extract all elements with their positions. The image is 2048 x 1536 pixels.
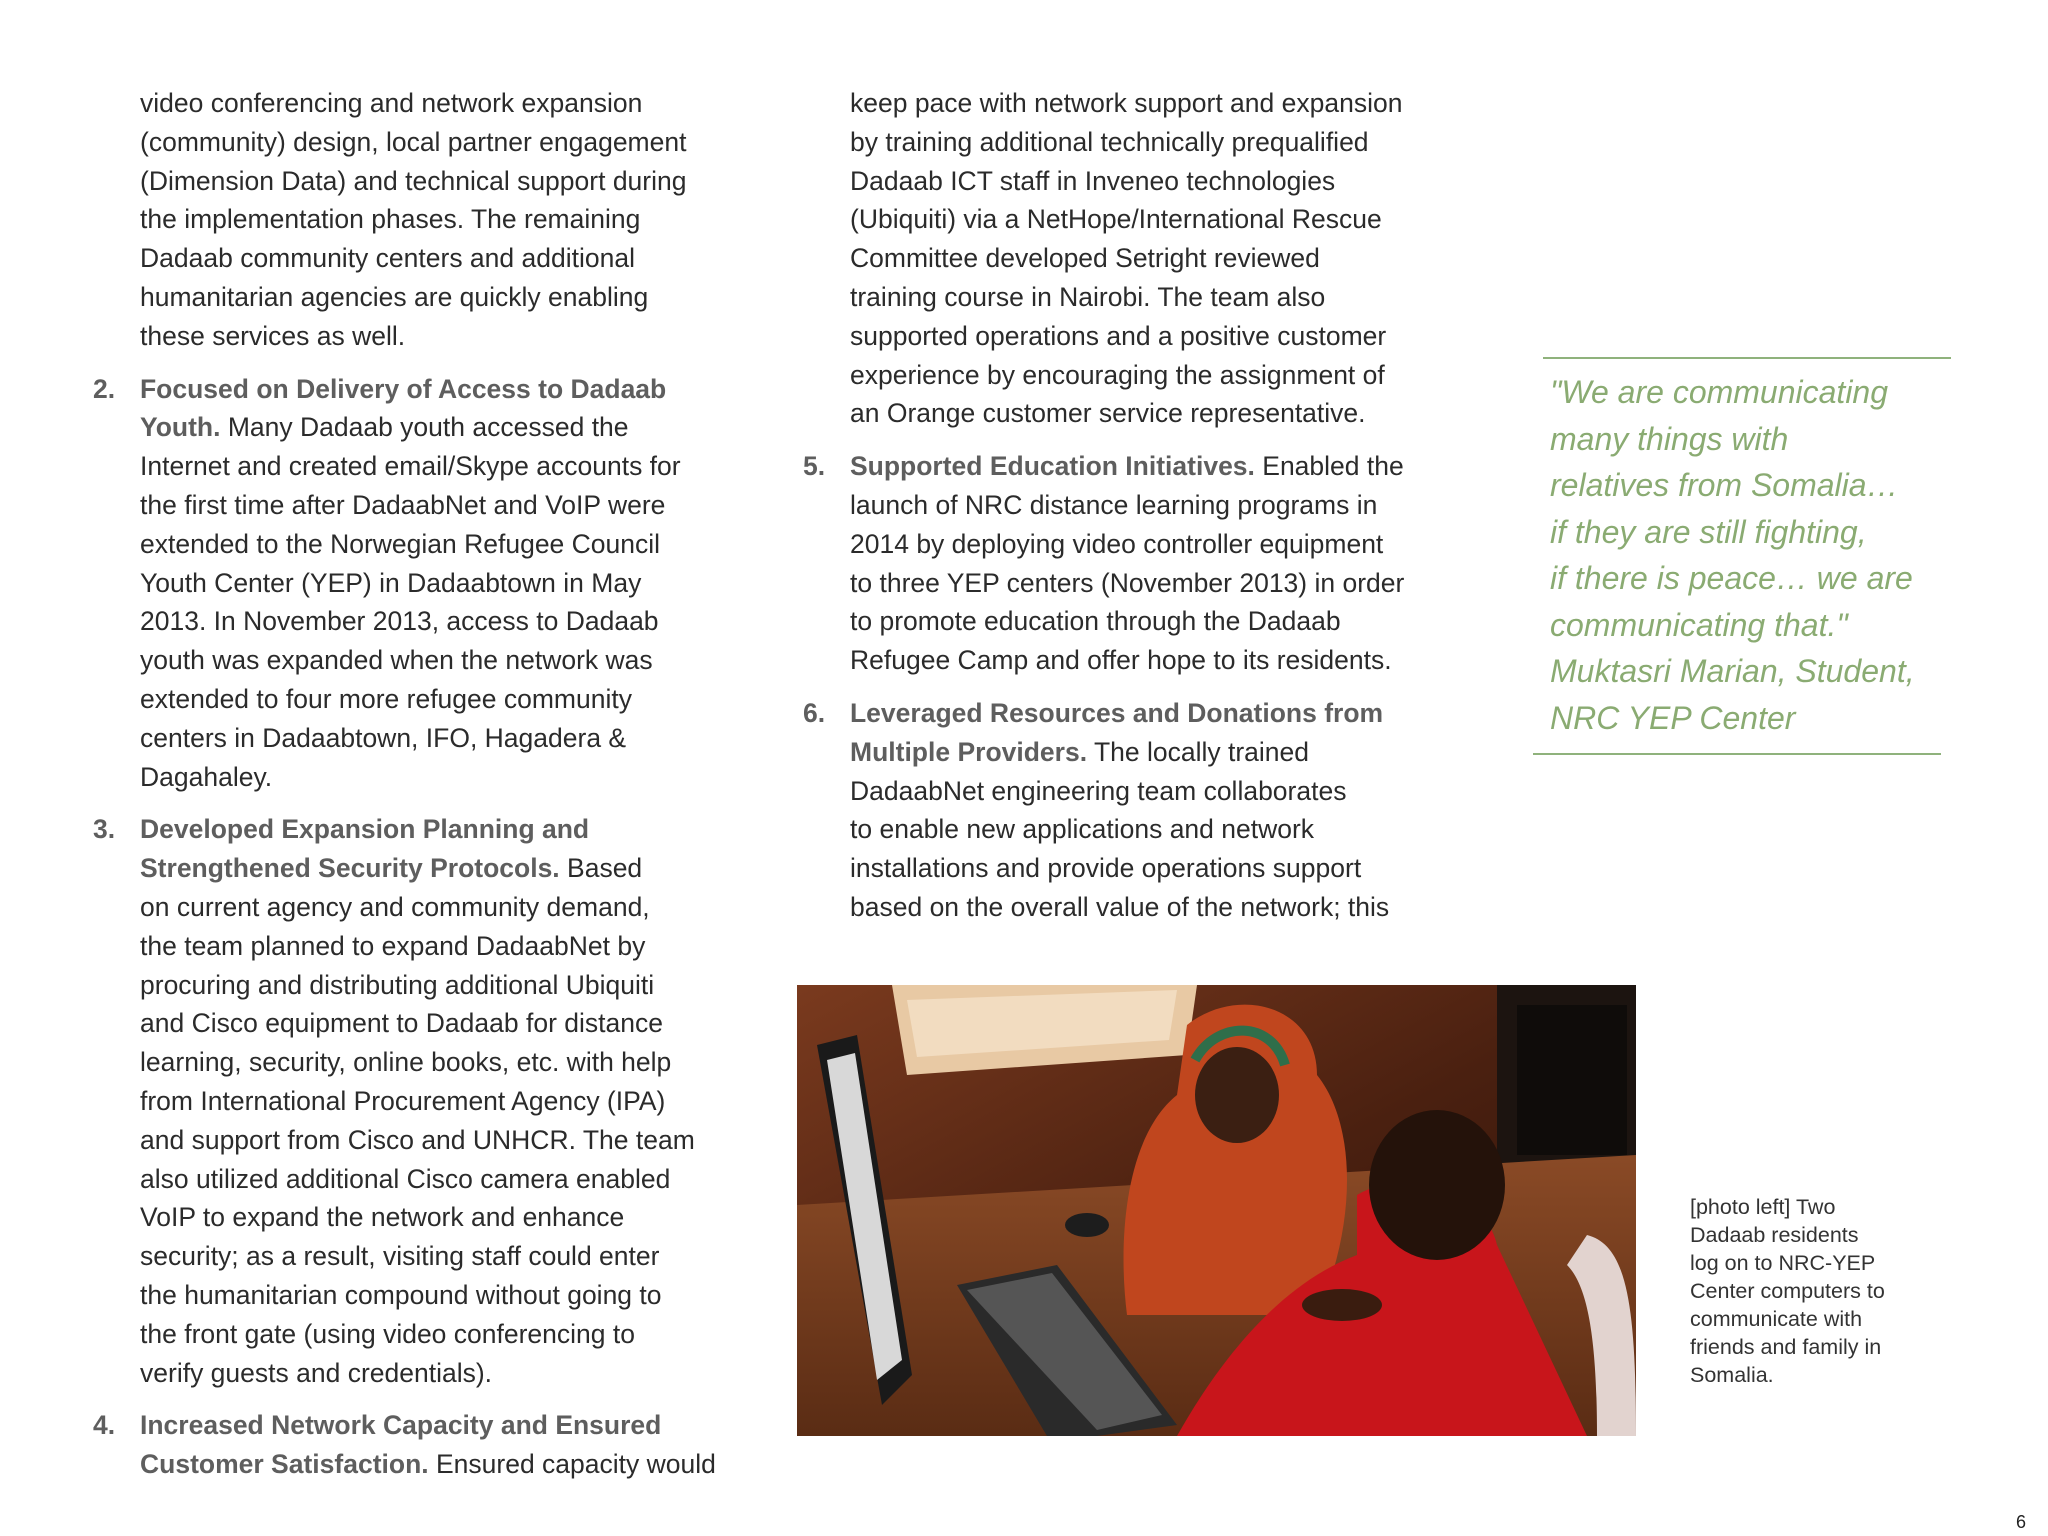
text-line: security; as a result, visiting staff could enter (140, 1241, 660, 1272)
list-number: 2. (93, 373, 116, 404)
text-line: and support from Cisco and UNHCR. The team (140, 1124, 695, 1155)
text-line: Internet and created email/Skype accounts for (140, 451, 681, 482)
text-line: (Ubiquiti) via a NetHope/International Rescue (850, 204, 1382, 235)
text-line: launch of NRC distance learning programs in (850, 489, 1378, 520)
text-line: 2013. In November 2013, access to Dadaab (140, 606, 659, 637)
text-line: (Dimension Data) and technical support during (140, 165, 687, 196)
text-line: keep pace with network support and expansion (850, 88, 1403, 118)
left-intro-paragraph (93, 84, 763, 356)
caption-line: communicate with (1690, 1307, 1863, 1331)
list-number: 3. (93, 814, 116, 845)
caption-line: Dadaab residents (1690, 1223, 1859, 1247)
text-line: extended to the Norwegian Refugee Council (140, 528, 661, 559)
middle-text-column (803, 84, 1473, 941)
text-line: youth was expanded when the network was (140, 645, 653, 676)
quote-line: relatives from Somalia… (1550, 467, 1899, 503)
item-heading: Youth. (140, 412, 221, 443)
text-line: the implementation phases. The remaining (140, 204, 641, 235)
text-line (850, 733, 1473, 772)
item-heading: Strengthened Security Protocols. (140, 853, 560, 884)
text-line: learning, security, online books, etc. with help (140, 1047, 672, 1078)
text-line: Dagahaley. (140, 761, 273, 792)
quote-line: "We are communicating (1550, 374, 1889, 410)
quote-attribution: NRC YEP Center (1550, 699, 1796, 736)
text-line: verify guests and credentials). (140, 1357, 493, 1388)
text-line: VoIP to expand the network and enhance (140, 1202, 625, 1233)
text-line: Dadaab ICT staff in Inveneo technologies (850, 165, 1336, 196)
text-line (850, 447, 1473, 486)
text-line: and Cisco equipment to Dadaab for distance (140, 1008, 663, 1039)
text-line: from International Procurement Agency (IPA) (140, 1085, 666, 1116)
text-line: (community) design, local partner engagement (140, 126, 687, 157)
quote-text (1550, 369, 1950, 741)
quote-line: many things with (1550, 420, 1789, 457)
list-item-3 (93, 810, 763, 1392)
text-line: centers in Dadaabtown, IFO, Hagadera & (140, 722, 627, 753)
caption-line: log on to NRC-YEP (1690, 1251, 1876, 1275)
text-line: video conferencing and network expansion (140, 88, 643, 118)
text-line: based on the overall value of the network; this (850, 891, 1390, 922)
list-number: 6. (803, 697, 826, 728)
item-body-start: Enabled the (1254, 451, 1404, 482)
text-line: Refugee Camp and offer hope to its residents. (850, 645, 1392, 676)
item-heading: Supported Education Initiatives. (850, 451, 1255, 482)
text-line: these services as well. (140, 320, 406, 351)
item-body-start: Ensured capacity would (428, 1449, 716, 1480)
text-line: experience by encouraging the assignment of (850, 359, 1385, 390)
item-heading: Customer Satisfaction. (140, 1449, 429, 1480)
list-item-2 (93, 370, 763, 797)
text-line: Dadaab community centers and additional (140, 243, 635, 274)
text-line: Committee developed Setright reviewed (850, 243, 1320, 274)
list-item-5 (803, 447, 1473, 680)
quote-line: if they are still fighting, (1550, 513, 1867, 550)
caption-line: Somalia. (1690, 1363, 1774, 1387)
caption-line: Center computers to (1690, 1279, 1885, 1303)
item-body-start: Based (559, 853, 643, 884)
text-line: extended to four more refugee community (140, 683, 632, 714)
text-line: DadaabNet engineering team collaborates (850, 775, 1347, 806)
left-text-column (93, 84, 763, 1498)
text-line: the team planned to expand DadaabNet by (140, 930, 646, 961)
quote-line: if there is peace… we are (1550, 560, 1913, 596)
text-line (140, 849, 763, 888)
list-item-4 (93, 1406, 763, 1484)
text-line: also utilized additional Cisco camera enabled (140, 1163, 671, 1194)
list-item-6 (803, 694, 1473, 927)
text-line: Youth Center (YEP) in Dadaabtown in May (140, 567, 642, 598)
photo-residents-at-computers (797, 985, 1636, 1436)
quote-bottom-divider (1533, 753, 1941, 755)
text-line: to enable new applications and network (850, 814, 1315, 845)
text-line: the front gate (using video conferencing to (140, 1318, 635, 1349)
text-line: supported operations and a positive customer (850, 320, 1387, 351)
text-line: to promote education through the Dadaab (850, 606, 1341, 637)
text-line: on current agency and community demand, (140, 891, 650, 922)
text-line: an Orange customer service representative. (850, 398, 1366, 429)
caption-line: friends and family in (1690, 1335, 1882, 1359)
quote-line: communicating that." (1550, 606, 1848, 643)
list-number: 4. (93, 1410, 116, 1441)
caption-line: [photo left] Two (1690, 1195, 1836, 1219)
text-line: installations and provide operations support (850, 853, 1362, 884)
quote-top-divider (1543, 357, 1951, 359)
item-heading: Developed Expansion Planning and (140, 814, 590, 845)
text-line (140, 1445, 763, 1484)
item-heading: Focused on Delivery of Access to Dadaab (140, 373, 667, 404)
middle-intro-paragraph (803, 84, 1473, 433)
photo-caption (1690, 1193, 1950, 1389)
page-number: 6 (2016, 1512, 2027, 1532)
text-line: the humanitarian compound without going to (140, 1279, 662, 1310)
text-line: to three YEP centers (November 2013) in order (850, 567, 1405, 598)
list-number: 5. (803, 451, 826, 482)
text-line: the first time after DadaabNet and VoIP were (140, 489, 666, 520)
text-line: 2014 by deploying video controller equipment (850, 528, 1384, 559)
text-line: training course in Nairobi. The team also (850, 281, 1326, 312)
item-body-start: Many Dadaab youth accessed the (220, 412, 629, 443)
text-line: procuring and distributing additional Ubiquiti (140, 969, 655, 1000)
text-line: humanitarian agencies are quickly enabling (140, 281, 649, 312)
text-line: by training additional technically prequalified (850, 126, 1369, 157)
item-heading: Multiple Providers. (850, 736, 1088, 767)
item-heading: Increased Network Capacity and Ensured (140, 1410, 662, 1441)
quote-attribution: Muktasri Marian, Student, (1550, 653, 1915, 689)
item-heading: Leveraged Resources and Donations from (850, 697, 1384, 728)
item-body-start: The locally trained (1087, 736, 1310, 767)
text-line (140, 408, 763, 447)
